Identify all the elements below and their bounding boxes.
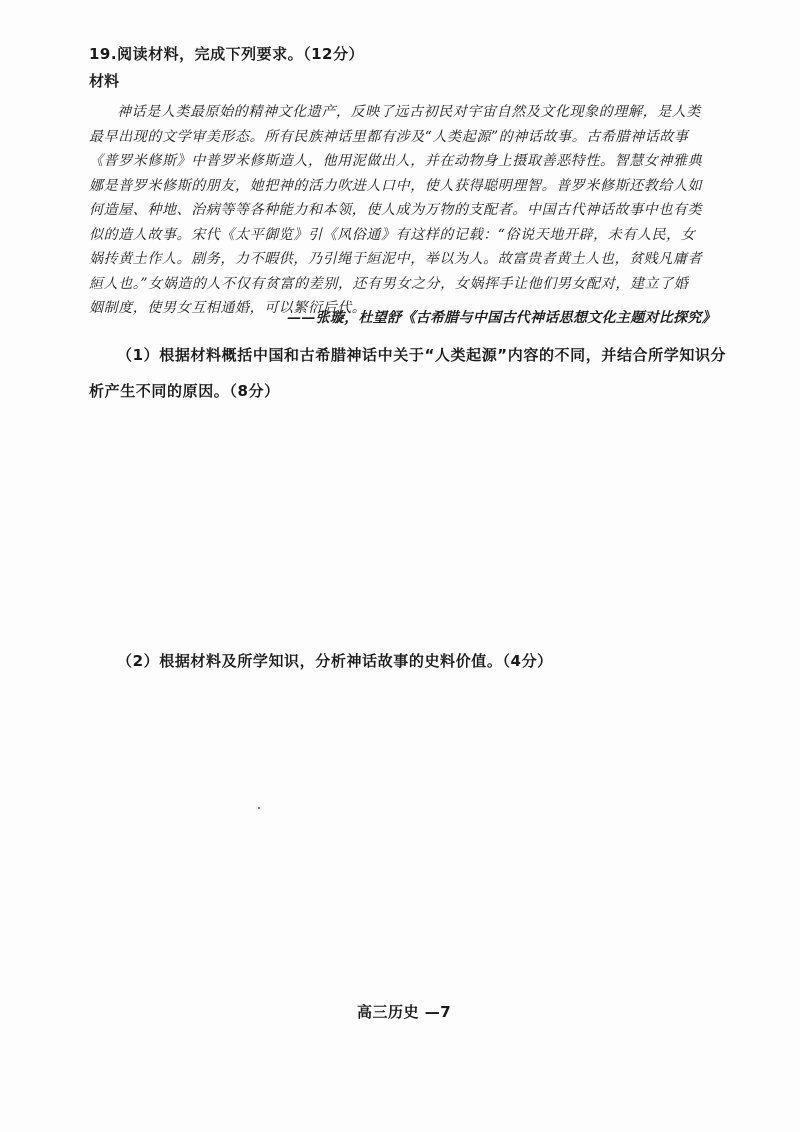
scan-speck: [258, 807, 260, 809]
sub-question-2: （2）根据材料及所学知识，分析神话故事的史料价值。（4分）: [117, 652, 553, 670]
passage-line: 最早出现的文学审美形态。所有民族神话里都有涉及“人类起源”的神话故事。古希腊神话故事: [89, 128, 689, 145]
passage-line: 絙人也。”女娲造的人不仅有贫富的差别，还有男女之分，女娲挥手让他们男女配对，建立了婚: [89, 275, 689, 292]
material-label: 材料: [89, 72, 120, 90]
sub-question-1: [89, 337, 729, 409]
passage-line: 似的造人故事。宋代《太平御览》引《风俗通》有这样的记载：“俗说天地开辟，未有人民，女: [89, 226, 696, 243]
sub-question-1-line: （1）根据材料概括中国和古希腊神话中关于“人类起源”内容的不同，并结合所学知识分: [117, 346, 727, 364]
material-source: ——张璇，杜望舒《古希腊与中国古代神话思想文化主题对比探究》: [287, 310, 716, 326]
question-title: 19.阅读材料，完成下列要求。（12分）: [89, 45, 364, 63]
passage-line: 姻制度，使男女互相通婚，可以繁衍后代。: [89, 300, 367, 316]
passage-line: 《普罗米修斯》中普罗米修斯造人，他用泥做出人，并在动物身上摄取善恶特性。智慧女神雅典: [89, 153, 703, 169]
passage-line: 何造屋、种地、治病等等各种能力和本领，使人成为万物的支配者。中国古代神话故事中也有类: [89, 202, 703, 218]
answer-area-1[interactable]: [89, 400, 729, 640]
answer-area-2[interactable]: [89, 690, 729, 970]
page-footer: 高三历史 —7: [357, 1003, 452, 1021]
passage-line: 娲抟黄土作人。剧务，力不暇供，乃引绳于絙泥中，举以为人。故富贵者黄土人也，贫贱凡庸者: [89, 251, 703, 267]
passage-line: 娜是普罗米修斯的朋友，她把神的活力吹进人口中，使人获得聪明理智。普罗米修斯还教给人如: [89, 177, 703, 194]
material-passage: [89, 100, 729, 321]
sub-question-1-line: 析产生不同的原因。（8分）: [89, 382, 280, 400]
passage-line: 神话是人类最原始的精神文化遗产，反映了远古初民对宇宙自然及文化现象的理解，是人类: [117, 104, 701, 120]
